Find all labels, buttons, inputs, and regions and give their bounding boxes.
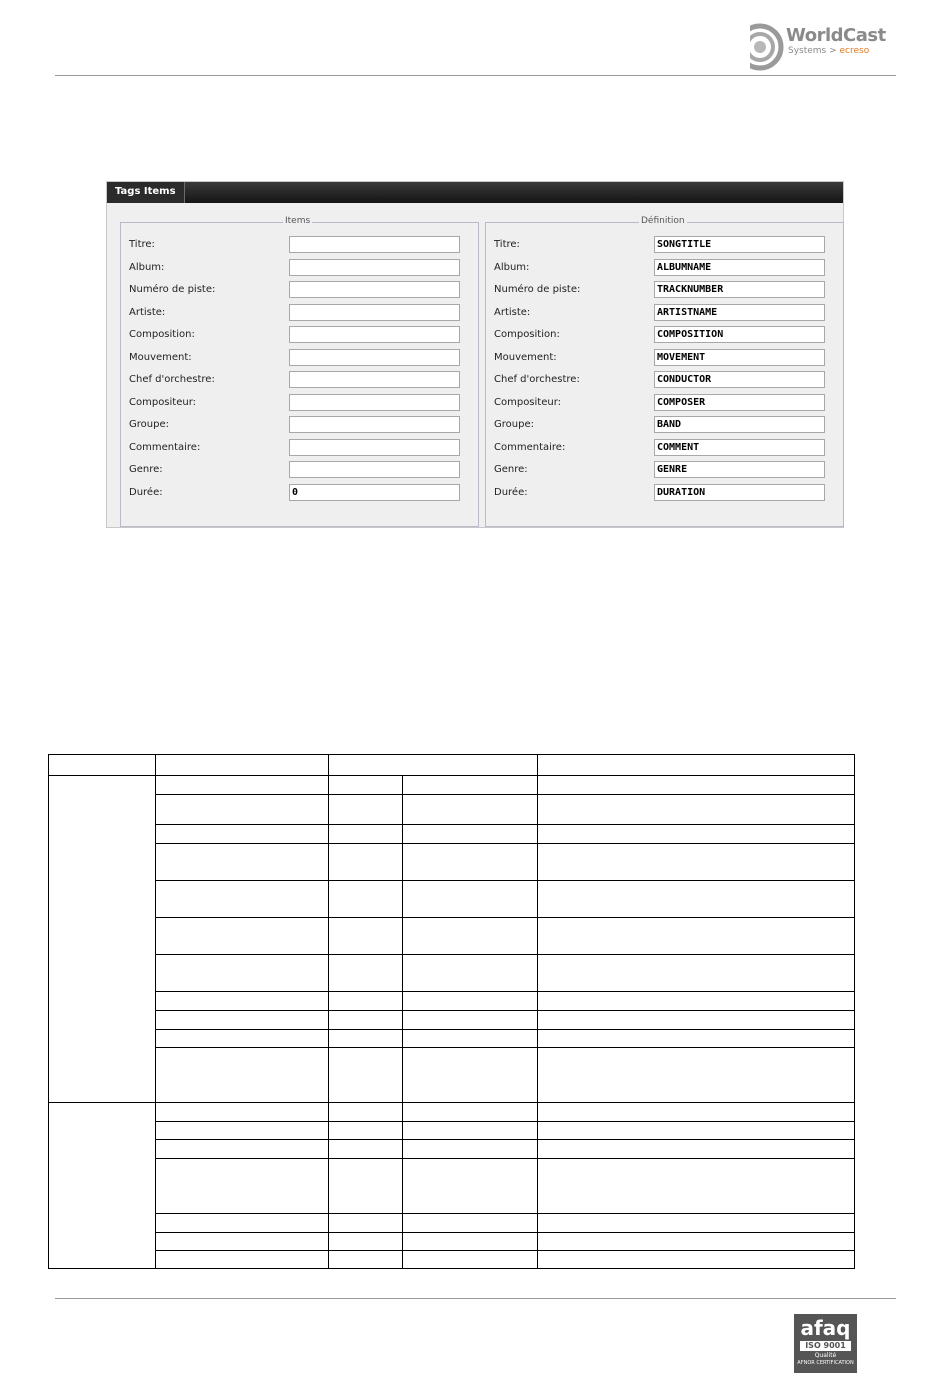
table-cell	[156, 1030, 329, 1048]
table-cell	[329, 825, 403, 844]
table-row	[49, 776, 855, 795]
table-cell	[329, 1048, 403, 1103]
items-row	[121, 236, 478, 256]
definition-row	[486, 326, 843, 346]
table-cell	[403, 844, 538, 881]
definition-group	[485, 216, 844, 527]
definition-row	[486, 371, 843, 391]
definition-row-label: Mouvement:	[494, 352, 557, 363]
items-row-field[interactable]: 0	[289, 484, 460, 501]
table-cell	[403, 776, 538, 795]
definition-row	[486, 484, 843, 504]
items-row	[121, 461, 478, 481]
table-cell	[156, 1048, 329, 1103]
definition-row-field[interactable]: DURATION	[654, 484, 825, 501]
table-cell	[156, 1233, 329, 1251]
table-cell	[538, 955, 855, 992]
definition-row	[486, 416, 843, 436]
table-cell	[403, 955, 538, 992]
table-cell	[403, 1030, 538, 1048]
table-cell	[156, 1251, 329, 1269]
table-cell	[329, 955, 403, 992]
table-cell	[49, 755, 156, 776]
definition-row-label: Genre:	[494, 464, 528, 475]
table-row	[49, 992, 855, 1011]
items-row	[121, 416, 478, 436]
table-cell	[538, 755, 855, 776]
items-row-label: Composition:	[129, 329, 195, 340]
table-cell	[538, 1233, 855, 1251]
definition-row-field[interactable]: TRACKNUMBER	[654, 281, 825, 298]
table-cell	[403, 1122, 538, 1140]
table-cell	[538, 1048, 855, 1103]
table-cell	[329, 1030, 403, 1048]
definition-row-label: Commentaire:	[494, 442, 566, 453]
items-row-field[interactable]	[289, 304, 460, 321]
table-row	[49, 1048, 855, 1103]
definition-row-field[interactable]: COMMENT	[654, 439, 825, 456]
logo-brand-text: WorldCast	[786, 25, 886, 46]
definition-row	[486, 281, 843, 301]
table-cell	[329, 1251, 403, 1269]
table-cell	[538, 1159, 855, 1214]
definition-row-field[interactable]: ARTISTNAME	[654, 304, 825, 321]
items-row	[121, 394, 478, 414]
definition-legend: Définition	[641, 216, 685, 226]
items-row	[121, 259, 478, 279]
definition-row-field[interactable]: COMPOSER	[654, 394, 825, 411]
table-cell	[538, 881, 855, 918]
table-cell	[403, 795, 538, 825]
table-cell	[156, 1011, 329, 1030]
table-row	[49, 755, 855, 776]
table-cell	[538, 1011, 855, 1030]
table-cell	[403, 1103, 538, 1122]
table-cell	[329, 776, 403, 795]
table-cell	[156, 755, 329, 776]
items-row-field[interactable]	[289, 236, 460, 253]
definition-row-field[interactable]: CONDUCTOR	[654, 371, 825, 388]
definition-row-field[interactable]: COMPOSITION	[654, 326, 825, 343]
table-cell	[156, 825, 329, 844]
table-cell	[403, 918, 538, 955]
items-row	[121, 484, 478, 504]
items-row-label: Artiste:	[129, 307, 166, 318]
table-row	[49, 844, 855, 881]
table-cell	[403, 825, 538, 844]
items-group	[120, 216, 479, 527]
definition-row	[486, 439, 843, 459]
table-row	[49, 1233, 855, 1251]
items-row-label: Mouvement:	[129, 352, 192, 363]
definition-row	[486, 461, 843, 481]
table-cell	[156, 1140, 329, 1159]
items-row-field[interactable]	[289, 326, 460, 343]
table-cell	[403, 1140, 538, 1159]
items-row	[121, 439, 478, 459]
logo-subtitle: Systems > ecreso	[788, 46, 870, 56]
definition-row-label: Numéro de piste:	[494, 284, 581, 295]
table-cell	[538, 1140, 855, 1159]
table-cell	[49, 1103, 156, 1269]
table-cell	[403, 1048, 538, 1103]
items-row	[121, 304, 478, 324]
items-row-label: Compositeur:	[129, 397, 197, 408]
table-cell	[329, 1011, 403, 1030]
table-cell	[403, 881, 538, 918]
table-cell	[156, 881, 329, 918]
table-row	[49, 1030, 855, 1048]
items-row-label: Genre:	[129, 464, 163, 475]
items-row-field[interactable]	[289, 259, 460, 276]
table-row	[49, 1140, 855, 1159]
definition-row-field[interactable]: ALBUMNAME	[654, 259, 825, 276]
table-cell	[329, 992, 403, 1011]
table-row	[49, 1011, 855, 1030]
items-row-label: Numéro de piste:	[129, 284, 216, 295]
table-row	[49, 795, 855, 825]
items-row-field[interactable]	[289, 281, 460, 298]
items-row-field[interactable]	[289, 349, 460, 366]
table-cell	[538, 1103, 855, 1122]
table-cell	[403, 1214, 538, 1233]
table-cell	[329, 795, 403, 825]
definition-row-label: Composition:	[494, 329, 560, 340]
table-cell	[329, 1140, 403, 1159]
definition-row-label: Album:	[494, 262, 530, 273]
items-row-field[interactable]	[289, 394, 460, 411]
table-cell	[538, 844, 855, 881]
items-row	[121, 281, 478, 301]
definition-row-label: Chef d'orchestre:	[494, 374, 580, 385]
table-cell	[403, 1233, 538, 1251]
tab-tags-items[interactable]: Tags Items	[107, 182, 185, 203]
definition-row-field[interactable]: GENRE	[654, 461, 825, 478]
table-cell	[49, 776, 156, 1103]
table-cell	[403, 992, 538, 1011]
table-cell	[156, 1214, 329, 1233]
table-row	[49, 1159, 855, 1214]
items-row	[121, 349, 478, 369]
table-cell	[156, 918, 329, 955]
header-rule	[55, 75, 896, 76]
items-row-field[interactable]	[289, 371, 460, 388]
items-row-label: Groupe:	[129, 419, 169, 430]
table-cell	[329, 1214, 403, 1233]
parameters-table	[48, 754, 855, 1269]
table-cell	[538, 795, 855, 825]
items-row	[121, 326, 478, 346]
definition-row-label: Durée:	[494, 487, 528, 498]
table-cell	[329, 1122, 403, 1140]
table-cell	[538, 1030, 855, 1048]
definition-row-field[interactable]: SONGTITLE	[654, 236, 825, 253]
definition-row-label: Artiste:	[494, 307, 531, 318]
tags-items-panel	[106, 181, 844, 528]
table-cell	[403, 1011, 538, 1030]
table-cell	[538, 1251, 855, 1269]
items-row	[121, 371, 478, 391]
table-cell	[329, 755, 538, 776]
table-cell	[329, 1233, 403, 1251]
table-cell	[329, 844, 403, 881]
table-row	[49, 825, 855, 844]
table-cell	[156, 955, 329, 992]
definition-row-label: Compositeur:	[494, 397, 562, 408]
table-cell	[329, 1159, 403, 1214]
footer-rule	[55, 1298, 896, 1299]
definition-row	[486, 259, 843, 279]
table-cell	[156, 1122, 329, 1140]
definition-row-field[interactable]: MOVEMENT	[654, 349, 825, 366]
table-cell	[538, 1214, 855, 1233]
table-cell	[156, 795, 329, 825]
table-cell	[329, 1103, 403, 1122]
table-cell	[156, 844, 329, 881]
table-cell	[329, 918, 403, 955]
table-cell	[538, 918, 855, 955]
table-cell	[403, 1159, 538, 1214]
table-cell	[403, 1251, 538, 1269]
definition-row	[486, 236, 843, 256]
table-cell	[538, 825, 855, 844]
afaq-iso-logo: afaq ISO 9001 Qualité AFNOR CERTIFICATION	[794, 1314, 857, 1373]
panel-tab-bar	[107, 182, 843, 203]
definition-row-label: Groupe:	[494, 419, 534, 430]
items-row-field[interactable]	[289, 439, 460, 456]
table-row	[49, 918, 855, 955]
items-row-label: Durée:	[129, 487, 163, 498]
definition-row-label: Titre:	[494, 239, 520, 250]
table-cell	[156, 1159, 329, 1214]
items-row-label: Album:	[129, 262, 165, 273]
definition-row	[486, 304, 843, 324]
definition-row	[486, 349, 843, 369]
items-row-field[interactable]	[289, 416, 460, 433]
definition-row	[486, 394, 843, 414]
table-row	[49, 955, 855, 992]
table-cell	[538, 992, 855, 1011]
table-cell	[329, 881, 403, 918]
table-cell	[156, 992, 329, 1011]
table-cell	[156, 1103, 329, 1122]
worldcast-logo	[736, 20, 896, 72]
table-row	[49, 1103, 855, 1122]
signal-waves-icon	[736, 20, 784, 72]
items-row-label: Commentaire:	[129, 442, 201, 453]
items-row-field[interactable]	[289, 461, 460, 478]
items-row-label: Titre:	[129, 239, 155, 250]
table-row	[49, 1122, 855, 1140]
items-row-label: Chef d'orchestre:	[129, 374, 215, 385]
table-cell	[156, 776, 329, 795]
table-row	[49, 1214, 855, 1233]
definition-row-field[interactable]: BAND	[654, 416, 825, 433]
items-legend: Items	[285, 216, 311, 226]
table-cell	[538, 1122, 855, 1140]
table-row	[49, 881, 855, 918]
table-cell	[538, 776, 855, 795]
table-row	[49, 1251, 855, 1269]
